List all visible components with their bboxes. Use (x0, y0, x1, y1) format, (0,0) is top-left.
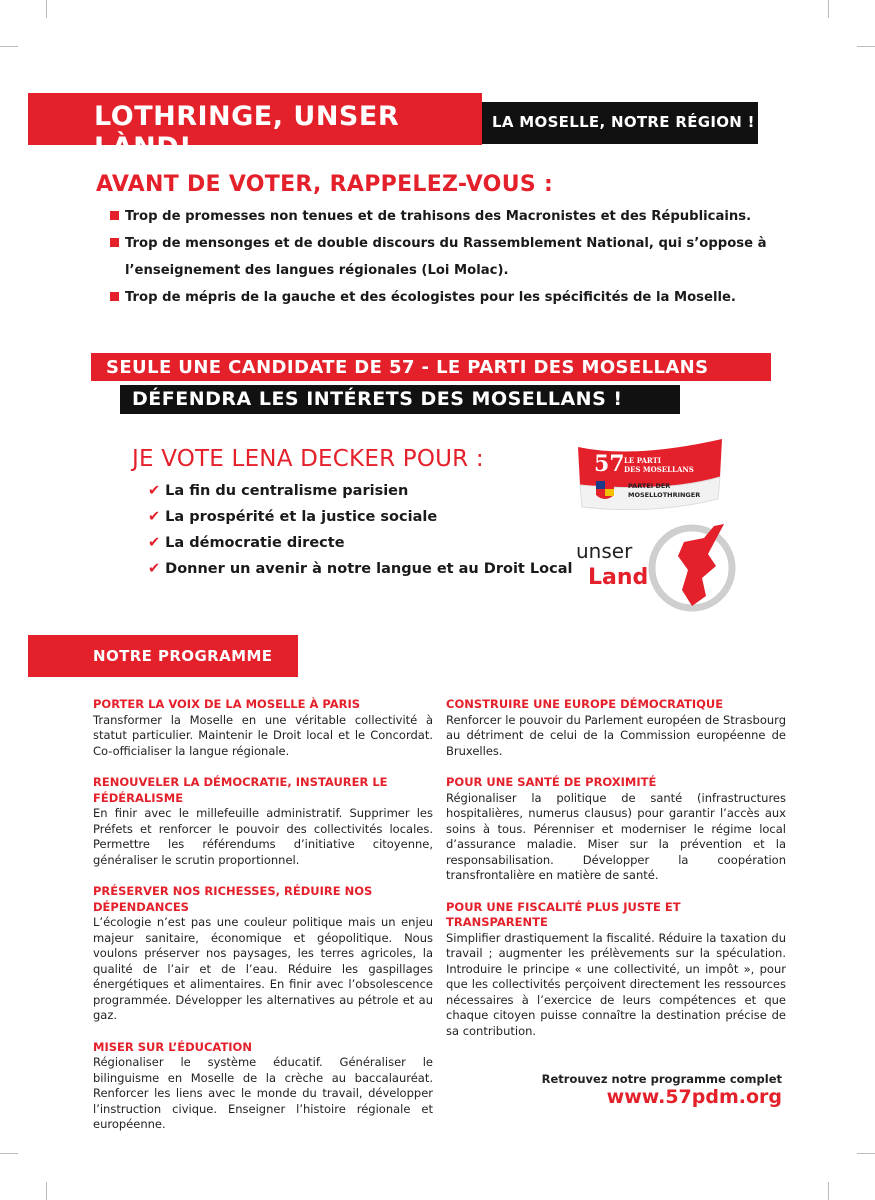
header-subtitle: LA MOSELLE, NOTRE RÉGION ! (492, 113, 755, 131)
candidate-stripe-dark (120, 385, 680, 414)
candidate-stripe (91, 353, 771, 381)
list-item-continuation: l’enseignement des langues régionales (Loi Molac). (125, 263, 509, 278)
square-bullet-icon (110, 211, 119, 220)
party-57-logo (574, 437, 726, 515)
program-section (93, 775, 433, 868)
party-name-de: PARTEI DER (628, 482, 671, 490)
map-shape-icon (678, 524, 724, 606)
section-text: Simplifier drastiquement la fiscalité. Réduire la taxation du travail ; augmenter les prélèvements sur la spéculation. Introduire le principe « une collectivité, un impôt », pour que les collectivités perçoivent directement les ressources nécessaires à l’exercice de leurs compétences et que chaque citoyen puisse connaître la destination précise de sa contribution. (446, 930, 786, 1038)
check-icon: ✔ (148, 535, 161, 551)
vote-list (148, 478, 572, 582)
program-banner (28, 635, 298, 677)
list-item: Trop de promesses non tenues et de trahisons des Macronistes et des Républicains. (110, 203, 750, 230)
program-section (93, 884, 433, 1024)
program-title: NOTRE PROGRAMME (93, 647, 273, 665)
crop-mark (857, 46, 875, 47)
crop-mark (0, 1153, 18, 1154)
section-title: CONSTRUIRE UNE EUROPE DÉMOCRATIQUE (446, 697, 724, 711)
header-subtitle-box (482, 102, 758, 144)
section-title: RENOUVELER LA DÉMOCRATIE, INSTAURER LE FÉDÉRALISME (93, 775, 388, 805)
unser-land-logo (574, 520, 739, 612)
crop-mark (828, 0, 829, 18)
logo-word-unser: unser (576, 539, 633, 563)
candidate-line-2: DÉFENDRA LES INTÉRETS DES MOSELLANS ! (132, 388, 623, 410)
section-text: L’écologie n’est pas une couleur politique mais un enjeu majeur sanitaire, économique et géopolitique. Nous voulons préserver nos paysages, les terres agricoles, la qualité de l’air et de l’eau. Réduire les gaspillages énergétiques et alimentaires. En finir avec l’obsolescence programmée. Développer les alternatives au pétrole et au gaz. (93, 915, 433, 1022)
list-item: Trop de mensonges et de double discours du Rassemblement National, qui s’oppose à (110, 230, 750, 257)
coat-of-arms-icon (596, 481, 614, 499)
party-name: LE PARTI (624, 456, 662, 465)
section-title: POUR UNE SANTÉ DE PROXIMITÉ (446, 775, 657, 789)
candidate-line-1: SEULE UNE CANDIDATE DE 57 - LE PARTI DES MOSELLANS (106, 357, 709, 378)
section-text: Régionaliser la politique de santé (infrastructures hospitalières, numerus clausus) pour garantir l’accès aux soins à tous. Pérenniser et moderniser le régime local d’assurance maladie. Miser sur la prévention et la responsabilisation. Développer la coopération transfrontalière en matière de santé. (446, 790, 786, 882)
check-icon: ✔ (148, 483, 161, 499)
section-text: Régionaliser le système éducatif. Généraliser le bilinguisme en Moselle de la crèche au baccalauréat. Renforcer les liens avec le monde du travail, développer l’instruction civique. Enseigner l’histoire régionale et européenne. (93, 1055, 433, 1131)
section-title: PORTER LA VOIX DE LA MOSELLE À PARIS (93, 697, 361, 711)
check-icon: ✔ (148, 561, 161, 577)
section-title: PRÉSERVER NOS RICHESSES, RÉDUIRE NOS DÉPENDANCES (93, 884, 373, 914)
crop-mark (857, 1153, 875, 1154)
program-section (446, 900, 786, 1040)
party-number: 57 (594, 451, 625, 477)
header-banner (28, 93, 482, 163)
crop-mark (46, 1182, 47, 1200)
section-title: MISER SUR L’ÉDUCATION (93, 1039, 252, 1054)
list-item: ✔ La prospérité et la justice sociale (148, 509, 438, 525)
list-item: ✔ La démocratie directe (148, 535, 345, 551)
program-section (446, 697, 786, 759)
program-section (93, 1040, 433, 1133)
section-text: Renforcer le pouvoir du Parlement européen de Strasbourg au détriment de celui de la Commission européenne de Bruxelles. (446, 712, 786, 758)
program-column-right (446, 697, 786, 1055)
logo-word-land: Land (588, 565, 649, 590)
crop-mark (46, 0, 47, 18)
check-icon: ✔ (148, 509, 161, 525)
list-item: ✔ La fin du centralisme parisien (148, 483, 409, 499)
footer-note: Retrouvez notre programme complet (541, 1072, 782, 1086)
program-section (446, 775, 786, 884)
section-text: En finir avec le millefeuille administratif. Supprimer les Préfets et renforcer le pouvoir des collectivités locales. Permettre les référendums d’initiative citoyenne, généraliser le scrutin proportionnel. (93, 806, 433, 867)
website-link[interactable]: www.57pdm.org (606, 1086, 782, 1108)
crop-mark (828, 1182, 829, 1200)
party-name: DES MOSELLANS (624, 465, 694, 474)
program-section (93, 697, 433, 759)
header-title: LOTHRINGE, UNSER LÀND! (94, 101, 400, 163)
vote-title: JE VOTE LENA DECKER POUR : (132, 446, 484, 472)
square-bullet-icon (110, 238, 119, 247)
section-title: POUR UNE FISCALITÉ PLUS JUSTE ET TRANSPARENTE (446, 899, 681, 929)
square-bullet-icon (110, 292, 119, 301)
list-item: ✔ Donner un avenir à notre langue et au Droit Local (148, 561, 573, 577)
recall-list (110, 203, 767, 311)
section-text: Transformer la Moselle en une véritable collectivité à statut particulier. Maintenir le Droit local et le Concordat. Co-officialiser la langue régionale. (93, 712, 433, 758)
crop-mark (0, 46, 18, 47)
party-name-de: MOSELLOTHRINGER (628, 491, 701, 499)
program-column-left (93, 697, 433, 1149)
list-item: Trop de mépris de la gauche et des écologistes pour les spécificités de la Moselle. (110, 284, 750, 311)
recall-title: AVANT DE VOTER, RAPPELEZ-VOUS : (96, 172, 554, 197)
